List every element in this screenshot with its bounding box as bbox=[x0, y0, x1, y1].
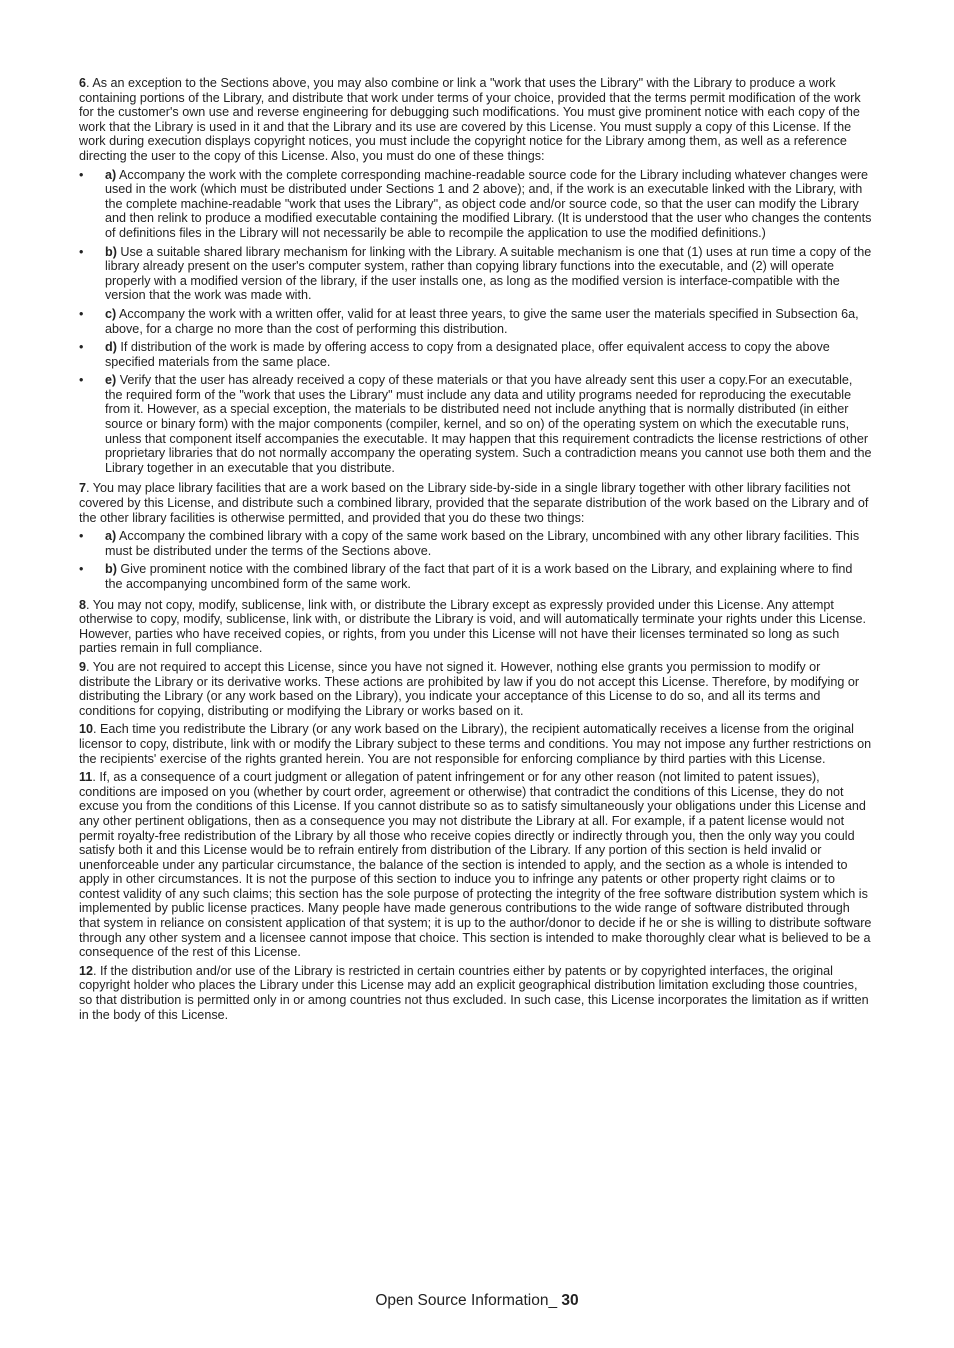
section-text: . You may not copy, modify, sublicense, link with, or distribute the Library except as expressly provided under this License. Any attempt otherwise to copy, modify, sublicense, link with, or distribute the Library is void, and will automatically terminate your rights under this License. However, parties who have received copies, or rights, from you under this License will not have their licenses terminated so long as such parties remain in full compliance. bbox=[79, 597, 866, 656]
section-6 bbox=[79, 76, 873, 164]
section-9 bbox=[79, 660, 873, 718]
section-10 bbox=[79, 722, 873, 766]
section-text: . As an exception to the Sections above, you may also combine or link a "work that uses the Library" with the Library to produce a work containing portions of the Library, and distribute that work under terms of your choice, provided that the terms permit modification of the work for the customer's own use and reverse engineering for debugging such modifications. You must give prominent notice with each copy of the work that the Library is used in it and that the Library and its use are covered by this License. You must supply a copy of this License. If the work during execution displays copyright notices, you must include the copyright notice for the Library among them, as well as a reference directing the user to the copy of this License. Also, you must do one of these things: bbox=[79, 76, 861, 163]
item-text: Accompany the combined library with a copy of the same work based on the Library, uncombined with any other library facilities. This must be distributed under the terms of the Sections above. bbox=[105, 529, 860, 558]
section-number: 8 bbox=[79, 597, 87, 612]
item-text: Give prominent notice with the combined library of the fact that part of it is a work based on the Library, and explaining where to find the accompanying uncombined form of the same work. bbox=[105, 562, 853, 591]
item-text: Accompany the work with a written offer, valid for at least three years, to give the same user the materials specified in Subsection 6a, above, for a charge no more than the cost of performing this distribution. bbox=[105, 306, 859, 336]
item-text: If distribution of the work is made by offering access to copy from a designated place, offer equivalent access to copy the above specified materials from the same place. bbox=[105, 340, 830, 369]
list-item bbox=[79, 168, 873, 241]
section-12 bbox=[79, 964, 873, 1022]
bullet-icon: • bbox=[79, 373, 84, 388]
section-text: . Each time you redistribute the Library (or any work based on the Library), the recipient automatically receives a license from the original licensor to copy, distribute, link with or modify the Library subject to these terms and conditions. You may not impose any further restrictions on the recipients' exercise of the rights granted herein. You are not responsible for enforcing compliance by third parties with this License. bbox=[79, 722, 872, 766]
bullet-icon: • bbox=[79, 529, 84, 544]
license-document bbox=[79, 76, 873, 1026]
page-number: 30 bbox=[561, 1292, 579, 1309]
section-8 bbox=[79, 598, 873, 656]
item-text: Verify that the user has already received a copy of these materials or that you have already sent this user a copy.For an executable, the required form of the "work that uses the Library" must include any data and utility programs needed for reproducing the executable from it. However, as a special exception, the materials to be distributed need not include anything that is normally distributed (in either source or binary form) with the major components (compiler, kernel, and so on) of the operating system on which the executable runs, unless that component itself accompanies the executable. It may happen that this requirement contradicts the license restrictions of other proprietary libraries that do not normally accompany the operating system. Such a contradiction means you cannot use both them and the Library together in an executable that you distribute. bbox=[105, 373, 872, 475]
bullet-icon: • bbox=[79, 167, 84, 182]
section-text: . You may place library facilities that are a work based on the Library side-by-side in a single library together with other library facilities not covered by this License, and distribute such a combined library, provided that the separate distribution of the work based on the Library and of the other library facilities is otherwise permitted, and provided that you do these two things: bbox=[79, 481, 869, 525]
item-letter: e) bbox=[105, 373, 117, 388]
section-text: . If, as a consequence of a court judgment or allegation of patent infringement or for any other reason (not limited to patent issues), conditions are imposed on you (whether by court order, agreement or otherwise) that contradict the conditions of this License, they do not excuse you from the conditions of this License. If you cannot distribute so as to satisfy simultaneously your obligations under this License and any other pertinent obligations, then as a consequence you may not distribute the Library at all. For example, if a patent license would not permit royalty-free redistribution of the Library by all those who receive copies directly or indirectly through you, then the only way you could satisfy both it and this License would be to refrain entirely from distribution of the Library. If any portion of this section is held invalid or unenforceable under any particular circumstance, the balance of the section is intended to apply, and the section as a whole is intended to apply in other circumstances. It is not the purpose of this section to induce you to infringe any patents or other property right claims or to contest validity of any such claims; this section has the sole purpose of protecting the integrity of the free software distribution system which is implemented by public license practices. Many people have made generous contributions to the wide range of software distributed through that system in reliance on consistent application of that system; it is up to the author/donor to decide if he or she is willing to distribute software through any other system and a licensee cannot impose that choice. This section is intended to make thoroughly clear what is believed to be a consequence of the rest of this License. bbox=[79, 770, 872, 960]
bullet-icon: • bbox=[79, 562, 84, 577]
section-number: 7 bbox=[79, 481, 87, 496]
item-letter: a) bbox=[105, 529, 117, 544]
item-letter: c) bbox=[105, 306, 117, 321]
section-6-list bbox=[79, 168, 873, 476]
item-text: Accompany the work with the complete corresponding machine-readable source code for the Library including whatever changes were used in the work (which must be distributed under Sections 1 and 2 above); and, if the work is an executable linked with the Library, with the complete machine-readable "work that uses the Library", as object code and/or source code, so that the user can modify the Library and then relink to produce a modified executable containing the modified Library. (It is understood that the user who changes the contents of definitions files in the Library will not necessarily be able to recompile the application to use the modified definitions.) bbox=[105, 167, 872, 240]
item-letter: d) bbox=[105, 340, 117, 355]
item-letter: b) bbox=[105, 244, 117, 259]
item-letter: b) bbox=[105, 562, 117, 577]
list-item bbox=[79, 307, 873, 336]
section-number: 11 bbox=[79, 770, 93, 785]
footer-label: Open Source Information_ bbox=[375, 1292, 562, 1309]
section-7-list bbox=[79, 529, 873, 591]
page-footer bbox=[0, 1292, 954, 1310]
list-item bbox=[79, 340, 873, 369]
section-number: 12 bbox=[79, 963, 94, 978]
item-text: Use a suitable shared library mechanism for linking with the Library. A suitable mechanism is one that (1) uses at run time a copy of the library already present on the user's computer system, rather than copying library functions into the executable, and (2) will operate properly with a modified version of the library, if the user installs one, as long as the modified version is interface-compatible with the version that the work was made with. bbox=[105, 244, 872, 303]
section-text: . If the distribution and/or use of the Library is restricted in certain countries either by patents or by copyrighted interfaces, the original copyright holder who places the Library under this License may add an explicit geographical distribution limitation excluding those countries, so that distribution is permitted only in or among countries not thus excluded. In such case, this License incorporates the limitation as if written in the body of this License. bbox=[79, 963, 869, 1022]
bullet-icon: • bbox=[79, 306, 84, 321]
section-number: 9 bbox=[79, 659, 87, 674]
list-item bbox=[79, 529, 873, 558]
bullet-icon: • bbox=[79, 340, 84, 355]
list-item bbox=[79, 245, 873, 303]
section-number: 10 bbox=[79, 722, 94, 737]
section-7 bbox=[79, 481, 873, 525]
section-text: . You are not required to accept this License, since you have not signed it. However, nothing else grants you permission to modify or distribute the Library or its derivative works. These actions are prohibited by law if you do not accept this License. Therefore, by modifying or distributing the Library (or any work based on the Library), you indicate your acceptance of this License to do so, and all its terms and conditions for copying, distributing or modifying the Library or works based on it. bbox=[79, 659, 860, 718]
list-item bbox=[79, 373, 873, 475]
section-number: 6 bbox=[79, 76, 87, 90]
bullet-icon: • bbox=[79, 244, 84, 259]
section-11 bbox=[79, 770, 873, 960]
list-item bbox=[79, 562, 873, 591]
item-letter: a) bbox=[105, 167, 117, 182]
